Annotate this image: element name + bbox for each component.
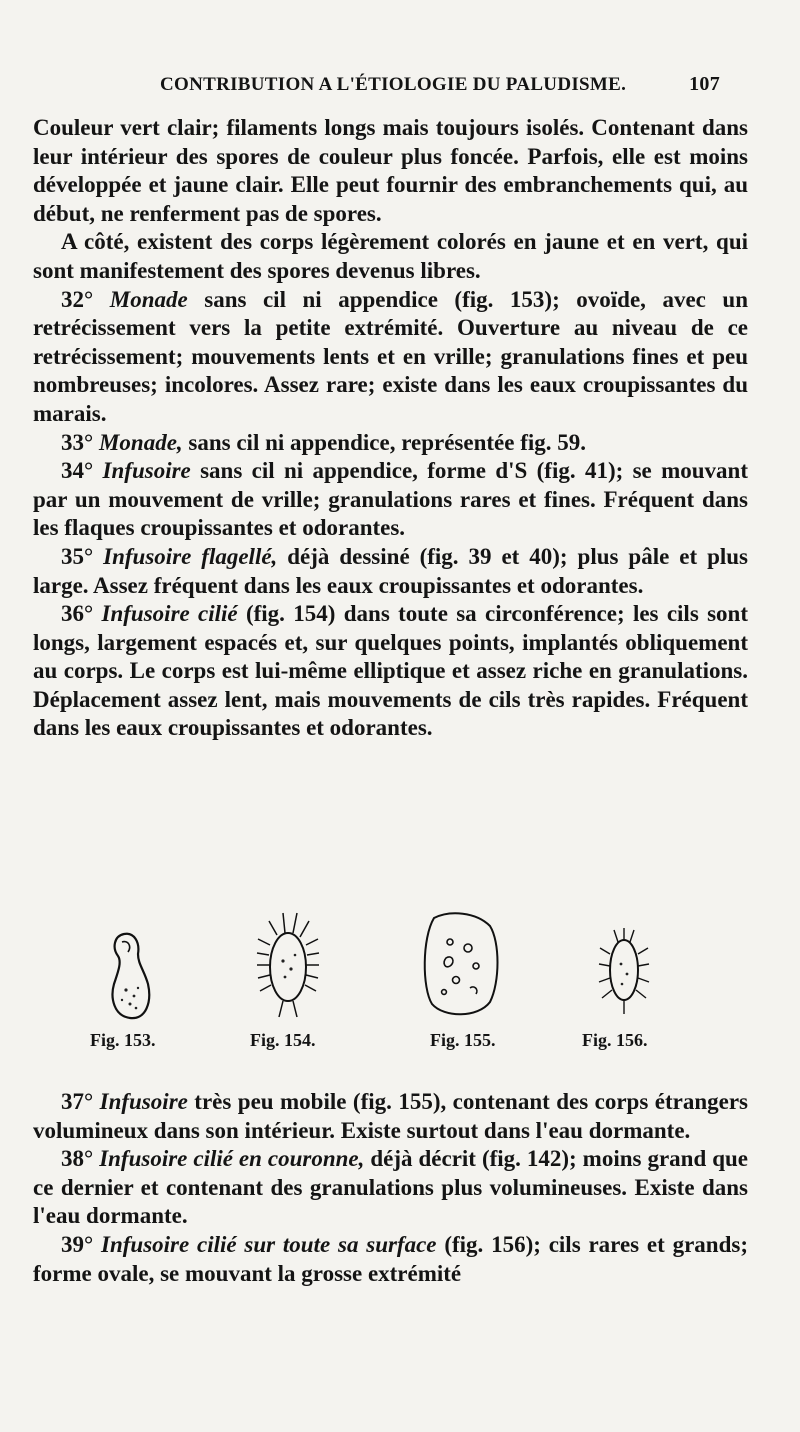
entry-number: 32°	[61, 286, 94, 312]
entry-text: déjà dessiné (fig. 39 et 40); plus pâle et plus large. Assez fréquent dans les eaux croupissantes et odorantes.	[33, 543, 748, 598]
figure-caption: Fig. 154.	[250, 1030, 316, 1050]
page-number: 107	[689, 73, 720, 95]
organism-name: Infusoire	[99, 1089, 188, 1114]
ciliate-figure-icon	[255, 905, 321, 1023]
organism-name: Monade	[109, 286, 188, 312]
entry-number: 39°	[61, 1231, 94, 1257]
paragraph: A côté, existent des corps légèrement colorés en jaune et en vert, qui sont manifestement des spores devenus libres.	[33, 229, 748, 283]
organism-name: Infusoire flagellé,	[103, 543, 278, 569]
organism-name: Infusoire	[102, 458, 191, 484]
entry-33	[33, 429, 748, 458]
entry-number: 35°	[61, 543, 94, 569]
entry-text: (fig. 154) dans toute sa circonférence; les cils sont longs, largement espacés et, sur quelques points, implantés obliquement au corps. Le corps est lui-même elliptique et assez riche en granulations. Déplacement assez lent, mais mouvements de cils très rapides. Fréquent dans les eaux croupissantes et odorantes.	[33, 601, 748, 741]
entry-text: sans cil ni appendice, représentée fig. 59.	[182, 429, 586, 455]
figure-caption: Fig. 155.	[430, 1030, 496, 1050]
entry-text: sans cil ni appendice, forme d'S (fig. 41); se mouvant par un mouvement de vrille; granulations rares et fines. Fréquent dans les flaques croupissantes et odorantes.	[33, 458, 748, 541]
figure-caption: Fig. 153.	[90, 1030, 156, 1050]
entry-35	[33, 543, 748, 600]
ciliate-surface-figure-icon	[596, 924, 652, 1018]
entry-34	[33, 457, 748, 543]
paragraph: Couleur vert clair; filaments longs mais toujours isolés. Contenant dans leur intérieur des spores de couleur plus foncée. Parfois, elle est moins développée et jaune clair. Elle peut fournir des embranchements qui, au début, ne renferment pas de spores.	[33, 115, 748, 226]
entry-text: déjà décrit (fig. 142); moins grand que ce dernier et contenant des granulations plus volumineuses. Existe dans l'eau dormante.	[33, 1146, 748, 1229]
entry-36	[33, 600, 748, 743]
entry-text: sans cil ni appendice (fig. 153); ovoïde, avec un retrécissement vers la petite extrémité. Ouverture au niveau de ce retrécissement; mouvements lents et en vrille; granulations fines et peu nombreuses; incolores. Assez rare; existe dans les eaux croupissantes du marais.	[33, 286, 749, 426]
entry-number: 33°	[61, 429, 94, 455]
monad-figure-icon	[108, 930, 154, 1022]
running-title: CONTRIBUTION A L'ÉTIOLOGIE DU PALUDISME.	[160, 74, 627, 95]
text-block-upper	[33, 114, 748, 743]
figure-caption: Fig. 156.	[582, 1030, 648, 1050]
entry-37	[33, 1088, 748, 1145]
entry-number: 36°	[61, 601, 94, 627]
entry-number: 38°	[61, 1146, 94, 1172]
entry-number: 37°	[61, 1089, 94, 1114]
infusoria-foreign-bodies-icon	[420, 908, 502, 1020]
entry-number: 34°	[61, 458, 94, 484]
organism-name: Monade,	[98, 429, 183, 455]
text-block-lower	[33, 1088, 748, 1288]
entry-38	[33, 1145, 748, 1231]
entry-32	[33, 286, 748, 429]
organism-name: Infusoire cilié sur toute sa surface	[101, 1231, 437, 1257]
page-header	[160, 73, 720, 96]
entry-39	[33, 1231, 748, 1288]
organism-name: Infusoire cilié en couronne,	[99, 1146, 365, 1172]
organism-name: Infusoire cilié	[101, 601, 238, 627]
entry-text: très peu mobile (fig. 155), contenant des corps étrangers volumineux dans son intérieur. Existe surtout dans l'eau dormante.	[33, 1089, 748, 1143]
entry-text: (fig. 156); cils rares et grands; forme ovale, se mouvant la grosse extrémité	[33, 1231, 748, 1286]
